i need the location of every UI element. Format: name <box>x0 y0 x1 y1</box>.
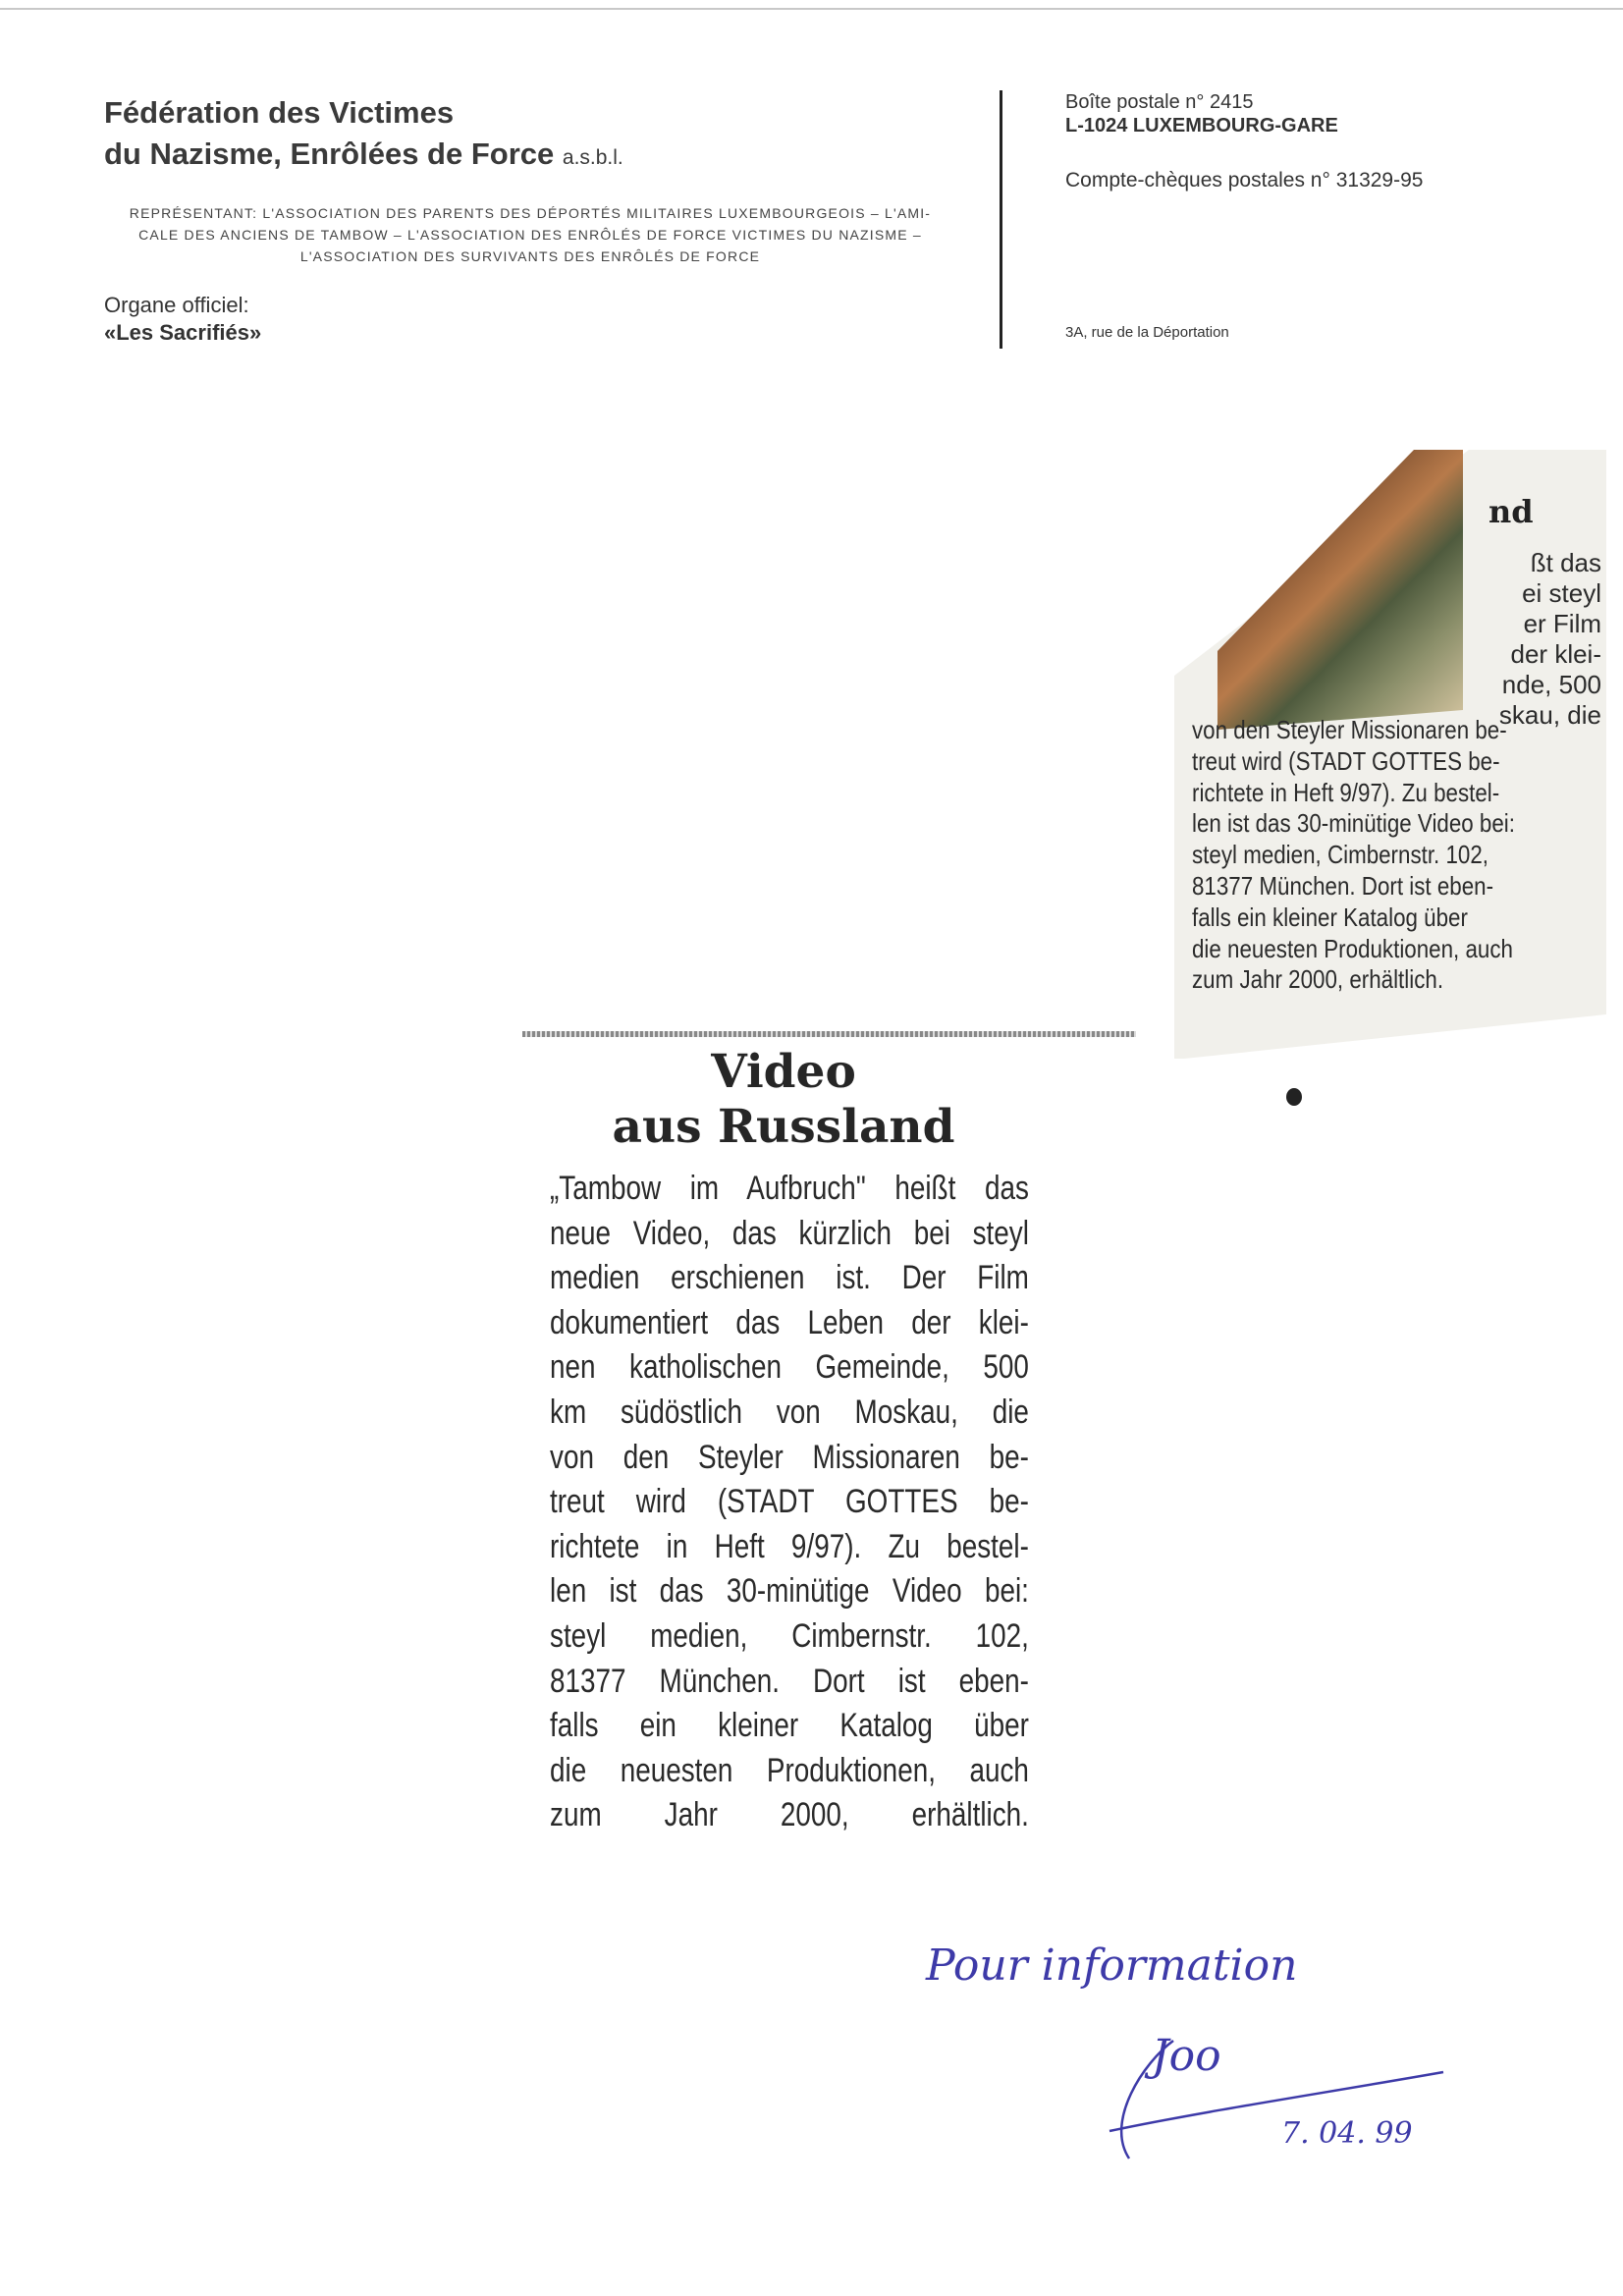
handwritten-note: Pour information <box>926 1941 1298 1991</box>
federation-name-line1: Fédération des Victimes <box>104 95 455 130</box>
postbox-number: Boîte postale n° 2415 <box>1065 91 1254 113</box>
folded-clipping-text <box>1192 715 1605 996</box>
body-line: falls ein kleiner Katalog über <box>550 1707 1029 1745</box>
body-line: zum Jahr 2000, erhältlich. <box>550 1796 1029 1834</box>
body-line: dokumentiert das Leben der klei- <box>550 1303 1029 1341</box>
federation-name <box>104 92 623 179</box>
folded-line: falls ein kleiner Katalog über <box>1192 902 1468 932</box>
clipping-heading-fragment: nd <box>1488 493 1534 530</box>
folded-line: len ist das 30-minütige Video bei: <box>1192 808 1515 839</box>
letterhead-divider <box>1000 90 1002 349</box>
handwritten-annotation <box>908 1925 1458 2170</box>
body-line: die neuesten Produktionen, auch <box>550 1751 1029 1789</box>
fragment-line: er Film <box>1523 609 1601 638</box>
clipping-photo <box>1217 450 1463 730</box>
postbox-address <box>1065 90 1338 137</box>
fragment-line: ei steyl <box>1522 578 1601 608</box>
legal-form: a.s.b.l. <box>562 146 623 169</box>
fragment-line: ßt das <box>1530 548 1601 577</box>
folded-line: treut wird (STADT GOTTES be- <box>1192 745 1500 776</box>
body-line: treut wird (STADT GOTTES be- <box>550 1483 1029 1521</box>
clipping-title-line1: Video <box>711 1045 856 1099</box>
folded-line: steyl medien, Cimbernstr. 102, <box>1192 840 1488 870</box>
representant-block <box>102 202 958 267</box>
body-line: richtete in Heft 9/97). Zu bestel- <box>550 1527 1029 1565</box>
clipping-body <box>550 1167 1029 1838</box>
scan-top-edge <box>0 8 1623 10</box>
handwritten-initials: Joo <box>1152 2031 1221 2081</box>
representant-line: REPRÉSENTANT: L'ASSOCIATION DES PARENTS DES DÉPORTÉS MILITAIRES LUXEMBOURGEOIS – L'AMI- <box>129 205 932 221</box>
body-line: von den Steyler Missionaren be- <box>550 1438 1029 1476</box>
body-line: neue Video, das kürzlich bei steyl <box>550 1214 1029 1252</box>
organe-label: Organe officiel: <box>104 293 249 317</box>
clipping-fragments <box>1454 548 1601 731</box>
folded-line: richtete in Heft 9/97). Zu bestel- <box>1192 777 1500 807</box>
clipping-title <box>522 1045 1045 1155</box>
body-line: km südöstlich von Moskau, die <box>550 1393 1029 1431</box>
folded-line: die neuesten Produktionen, auch <box>1192 933 1513 963</box>
postal-cheque-account: Compte-chèques postales n° 31329-95 <box>1065 169 1424 191</box>
folded-clipping <box>1174 450 1606 1059</box>
fragment-line: skau, die <box>1498 700 1601 730</box>
main-clipping <box>522 1031 1136 1846</box>
representant-line: L'ASSOCIATION DES SURVIVANTS DES ENRÔLÉS DE FORCE <box>299 248 761 264</box>
body-line: len ist das 30-minütige Video bei: <box>550 1572 1029 1611</box>
ink-blot <box>1286 1088 1302 1106</box>
federation-name-line2-text: du Nazisme, Enrôlées de Force <box>104 137 555 171</box>
body-line: „Tambow im Aufbruch" heißt das <box>550 1170 1029 1207</box>
fragment-line: der klei- <box>1510 639 1601 669</box>
federation-name-line2 <box>104 134 623 179</box>
postbox-city: L-1024 LUXEMBOURG-GARE <box>1065 115 1338 137</box>
street-address: 3A, rue de la Déportation <box>1065 324 1229 341</box>
body-line: medien erschienen ist. Der Film <box>550 1259 1029 1297</box>
body-line: steyl medien, Cimbernstr. 102, <box>550 1616 1029 1655</box>
fragment-line: nde, 500 <box>1501 670 1601 699</box>
body-line: nen katholischen Gemeinde, 500 <box>550 1348 1029 1387</box>
folded-line: zum Jahr 2000, erhältlich. <box>1192 964 1444 995</box>
folded-line: von den Steyler Missionaren be- <box>1192 715 1507 744</box>
representant-line: CALE DES ANCIENS DE TAMBOW – L'ASSOCIATION DES ENRÔLÉS DE FORCE VICTIMES DU NAZISME – <box>138 227 922 243</box>
clipping-title-line2: aus Russland <box>612 1100 955 1154</box>
folded-line: 81377 München. Dort ist eben- <box>1192 870 1494 901</box>
body-line: 81377 München. Dort ist eben- <box>550 1662 1029 1700</box>
organe-title: «Les Sacrifiés» <box>104 320 262 345</box>
clipping-rule <box>522 1031 1136 1037</box>
handwritten-date: 7. 04. 99 <box>1281 2116 1413 2151</box>
